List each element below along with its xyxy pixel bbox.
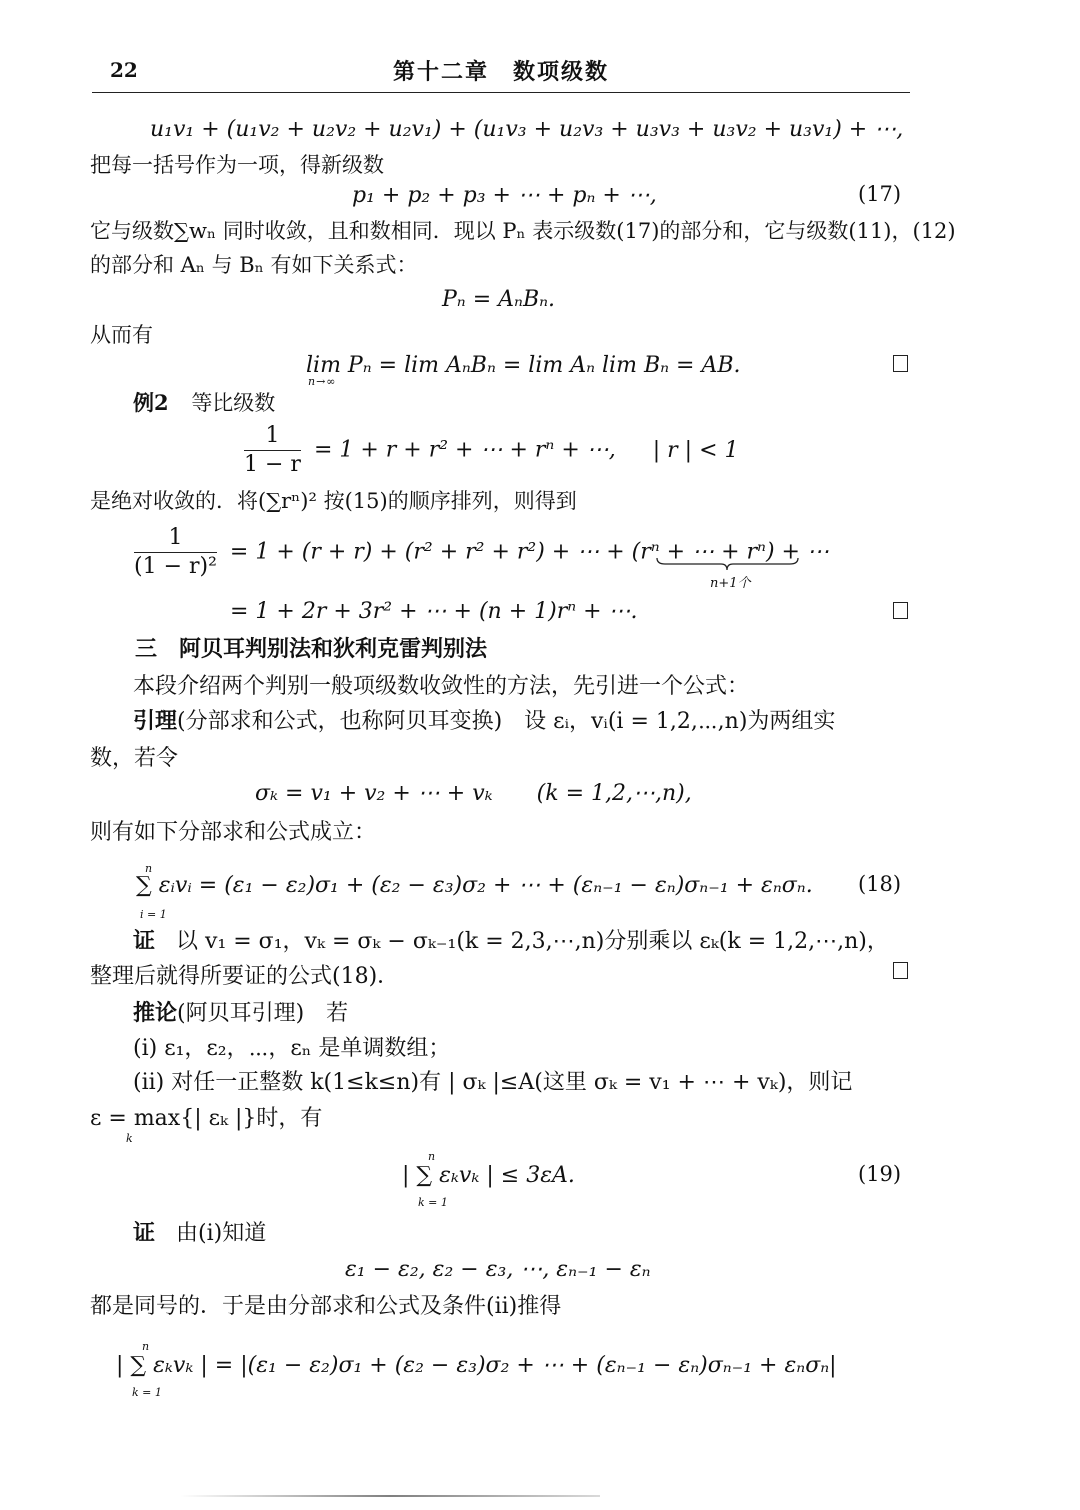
equation-number: (19) xyxy=(858,1162,902,1186)
condition-ii: (ii) 对任一正整数 k(1≤k≤n)有 | σₖ |≤A(这里 σₖ = v₁ + ⋯ + vₖ)，则记 xyxy=(133,1070,853,1095)
equation-geometric-series: $\frac{1}{1 - r}$ = 1 + r + r² + ⋯ + rⁿ + ⋯, | r | < 1 xyxy=(244,423,739,477)
chapter-title: 第十二章 数项级数 xyxy=(393,59,610,85)
sum-lower-limit: k = 1 xyxy=(132,1386,162,1399)
proof-text: 由(i)知道 xyxy=(176,1221,267,1246)
text-line: 从而有 xyxy=(90,323,153,347)
text-line: 是绝对收敛的．将(∑rⁿ)² 按(15)的顺序排列，则得到 xyxy=(90,489,577,513)
text-line: 的部分和 Aₙ 与 Bₙ 有如下关系式： xyxy=(90,253,418,277)
sum-upper-limit: n xyxy=(428,1150,436,1163)
example-title: 等比级数 xyxy=(191,391,276,415)
underbrace-label: n+1个 xyxy=(710,576,751,591)
limit-subscript: n→∞ xyxy=(308,375,337,388)
equation-abel-bound: | ∑ εₖvₖ | = |(ε₁ − ε₂)σ₁ + (ε₂ − ε₃)σ₂ + ⋯ + (εₙ₋₁ − εₙ)σₙ₋₁ + εₙσₙ| xyxy=(116,1353,837,1378)
equation-number: (17) xyxy=(858,182,902,206)
condition-i: (i) ε₁，ε₂，⋯，εₙ 是单调数组； xyxy=(133,1036,451,1061)
qed-box xyxy=(893,602,908,619)
section-heading: 三 阿贝耳判别法和狄利克雷判别法 xyxy=(135,636,488,662)
equation-19: | ∑ εₖvₖ | ≤ 3εA. xyxy=(402,1163,575,1188)
sum-upper-limit: n xyxy=(145,862,153,875)
sum-lower-limit: k = 1 xyxy=(418,1196,448,1209)
corollary-text: (阿贝耳引理) 若 xyxy=(177,1001,349,1026)
equation-limit: lim Pₙ = lim AₙBₙ = lim Aₙ lim Bₙ = AB. xyxy=(306,353,741,378)
equation-product-expansion: u₁v₁ + (u₁v₂ + u₂v₂ + u₂v₁) + (u₁v₃ + u₂v₃ + u₃v₃ + u₃v₂ + u₃v₁) + ⋯, xyxy=(150,117,904,142)
text-line: 则有如下分部求和公式成立： xyxy=(90,820,377,845)
equation-squared-series: $\frac{1}{\text{(1 − r)²}}$ = 1 + (r + r) + (r² + r² + r²) + ⋯ + (rⁿ + ⋯ + rⁿ) + ⋯ xyxy=(134,525,829,579)
equation-number: (18) xyxy=(858,872,902,896)
equation-differences: ε₁ − ε₂, ε₂ − ε₃, ⋯, εₙ₋₁ − εₙ xyxy=(345,1257,651,1282)
equation-squared-result: = 1 + 2r + 3r² + ⋯ + (n + 1)rⁿ + ⋯. xyxy=(230,599,638,624)
fraction: $\frac{1}{\text{(1 − r)²}}$ xyxy=(134,525,217,579)
equation-17: p₁ + p₂ + p₃ + ⋯ + pₙ + ⋯, xyxy=(352,183,657,208)
qed-box xyxy=(893,962,908,979)
equation-18: ∑ εᵢvᵢ = (ε₁ − ε₂)σ₁ + (ε₂ − ε₃)σ₂ + ⋯ + (εₙ₋₁ − εₙ)σₙ₋₁ + εₙσₙ. xyxy=(136,873,813,898)
qed-box xyxy=(893,355,908,372)
text-line: 它与级数∑wₙ 同时收敛，且和数相同．现以 Pₙ 表示级数(17)的部分和，它与级数(11)，(12) xyxy=(90,219,956,243)
text-line: 把每一括号作为一项，得新级数 xyxy=(90,153,384,177)
equation-sigma-def: σₖ = v₁ + v₂ + ⋯ + vₖ (k = 1,2,⋯,n), xyxy=(255,781,692,806)
underbrace xyxy=(655,556,800,572)
proof-text: 以 v₁ = σ₁，vₖ = σₖ − σₖ₋₁(k = 2,3,⋯,n)分别乘以 εₖ(k = 1,2,⋯,n)， xyxy=(176,929,889,954)
equation-pn: Pₙ = AₙBₙ. xyxy=(442,287,556,312)
fraction: $\frac{1}{1 - r}$ xyxy=(244,423,301,477)
page-number: 22 xyxy=(110,58,138,82)
text-line: 整理后就得所要证的公式(18)． xyxy=(90,964,400,989)
scan-artifact xyxy=(180,1495,600,1497)
proof-label: 证 xyxy=(133,928,156,954)
text-line: 都是同号的．于是由分部求和公式及条件(ii)推得 xyxy=(90,1294,562,1319)
proof-label: 证 xyxy=(133,1220,156,1246)
sum-upper-limit: n xyxy=(142,1340,150,1353)
example-label: 例2 xyxy=(133,390,169,415)
lemma-text: (分部求和公式，也称阿贝耳变换) 设 εᵢ，vᵢ(i = 1,2,⋯,n)为两组实 xyxy=(177,709,836,734)
sum-lower-limit: i = 1 xyxy=(140,908,167,921)
header-rule xyxy=(92,92,910,93)
max-subscript: k xyxy=(126,1132,133,1145)
corollary-label: 推论 xyxy=(133,1000,178,1026)
text-line: 数，若令 xyxy=(90,746,179,771)
text-line: 本段介绍两个判别一般项级数收敛性的方法，先引进一个公式： xyxy=(133,674,750,699)
text-line: ε = max{| εₖ |}时，有 xyxy=(90,1106,323,1131)
lemma-label: 引理 xyxy=(133,708,178,734)
